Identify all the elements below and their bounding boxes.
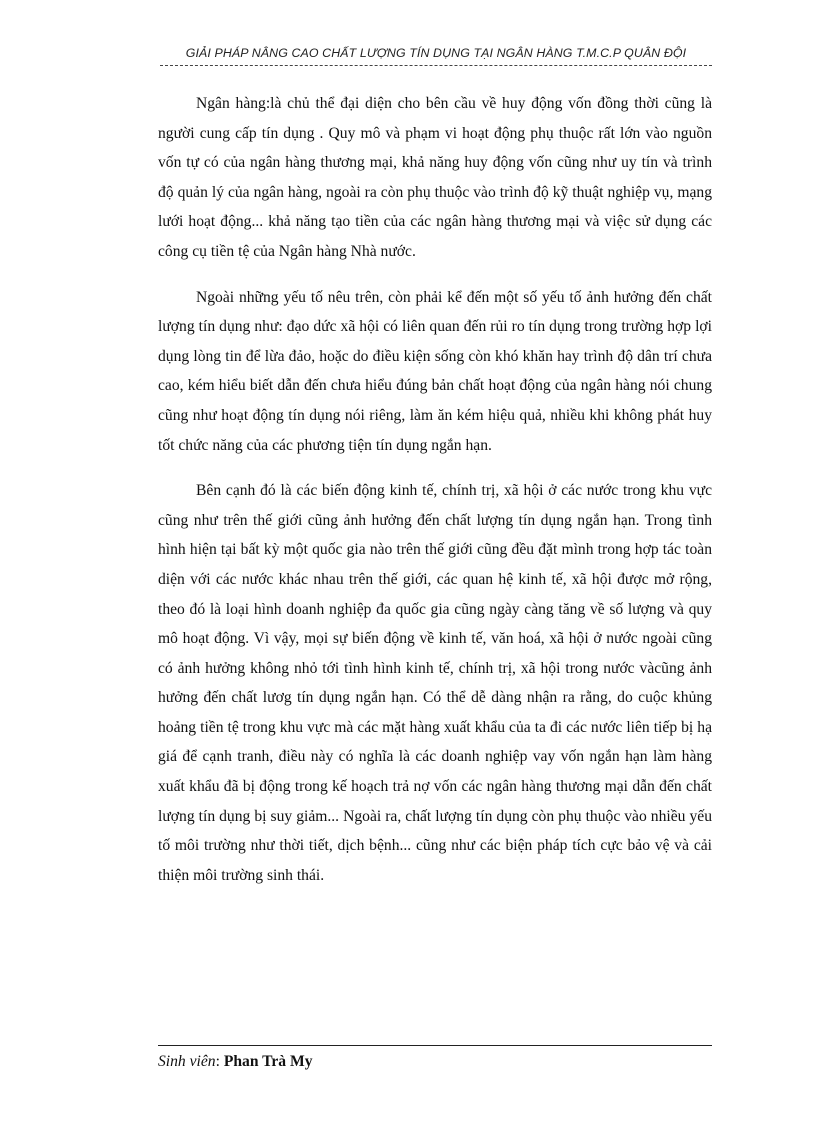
footer-divider	[158, 1045, 712, 1046]
page-header	[160, 44, 712, 66]
paragraph-economic-changes: Bên cạnh đó là các biến động kinh tế, chính trị, xã hội ở các nước trong khu vực cũng như trên thế giới cũng ảnh hưởng đến chất lượng tín dụng ngắn hạn. Trong tình hình hiện tại bất kỳ một quốc gia nào trên thế giới cũng đều đặt mình trong hợp tác toàn diện với các nước khác nhau trên thế giới, các quan hệ kinh tế, xã hội được mở rộng, theo đó là loại hình doanh nghiệp đa quốc gia cũng ngày càng tăng về số lượng và quy mô hoạt động. Vì vậy, mọi sự biến động về kinh tế, văn hoá, xã hội ở nước ngoài cũng có ảnh hưởng không nhỏ tới tình hình kinh tế, chính trị, xã hội trong nước vàcũng ảnh hưởng đến chất lươg tín dụng ngắn hạn. Có thể dễ dàng nhận ra rằng, do cuộc khủng hoảng tiền tệ trong khu vực mà các mặt hàng xuất khẩu của ta đi các nước liên tiếp bị hạ giá để cạnh tranh, điều này có nghĩa là các doanh nghiệp vay vốn ngắn hạn làm hàng xuất khẩu đã bị động trong kế hoạch trả nợ vốn các ngân hàng thương mại dẫn đến chất lượng tín dụng bị suy giảm... Ngoài ra, chất lượng tín dụng còn phụ thuộc vào nhiều yếu tố môi trường như thời tiết, dịch bệnh... cũng như các biện pháp tích cực bảo vệ và cải thiện môi trường sinh thái.	[158, 482, 712, 884]
footer-author-label: Sinh viên	[158, 1053, 216, 1070]
paragraph-social-factors: Ngoài những yếu tố nêu trên, còn phải kể đến một số yếu tố ảnh hưởng đến chất lượng tín dụng như: đạo dức xã hội có liên quan đến rủi ro tín dụng trong trường hợp lợi dụng lòng tin để lừa đảo, hoặc do điều kiện sống còn khó khăn hay trình độ dân trí chưa cao, kém hiểu biết dẫn đến chưa hiểu đúng bản chất hoạt động của ngân hàng nói chung cũng như hoạt động tín dụng nói riêng, làm ăn kém hiệu quả, nhiều khi không phát huy tốt chức năng của các phương tiện tín dụng ngắn hạn.	[158, 288, 712, 454]
document-body	[158, 89, 712, 906]
footer-author-line	[158, 1050, 712, 1074]
header-divider	[160, 65, 712, 66]
header-title: GIẢI PHÁP NÂNG CAO CHẤT LƯỢNG TÍN DỤNG TẠI NGÂN HÀNG T.M.C.P QUÂN ĐỘI	[185, 46, 687, 60]
page-footer	[158, 1045, 712, 1074]
footer-author-name: Phan Trà My	[223, 1053, 313, 1070]
paragraph-bank-role: Ngân hàng:là chủ thể đại diện cho bên cầu về huy động vốn đồng thời cũng là người cung cấp tín dụng . Quy mô và phạm vi hoạt động phụ thuộc rất lớn vào nguồn vốn tự có của ngân hàng thương mại, khả năng huy động vốn cũng như uy tín và trình độ quản lý của ngân hàng, ngoài ra còn phụ thuộc vào trình độ kỹ thuật nghiệp vụ, mạng lưới hoạt động... khả năng tạo tiền của các ngân hàng thương mại và việc sử dụng các công cụ tiền tệ của Ngân hàng Nhà nước.	[158, 95, 712, 260]
footer-separator: :	[215, 1053, 224, 1070]
